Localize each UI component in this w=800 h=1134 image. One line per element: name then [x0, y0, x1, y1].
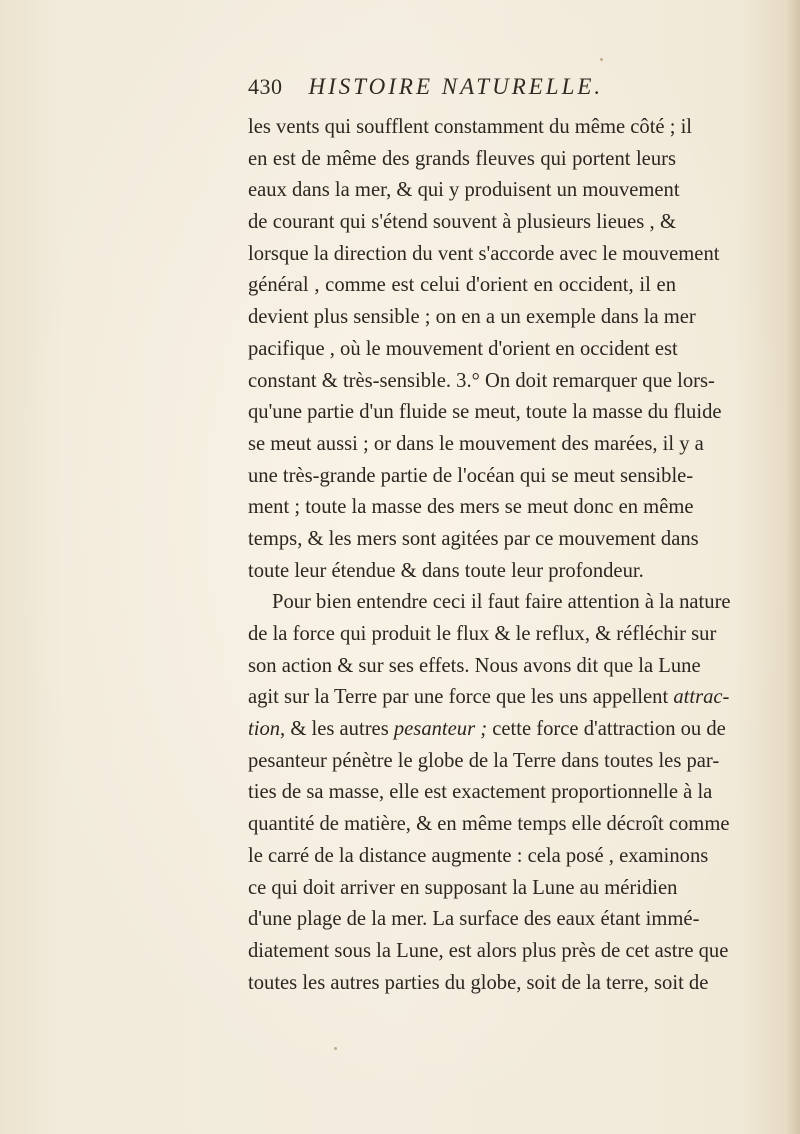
text-line: ties de sa masse, elle est exactement proportionnelle à la — [248, 781, 713, 804]
text-line: constant & très-sensible. 3.° On doit remarquer que lors- — [248, 369, 715, 392]
text-line: de la force qui produit le flux & le reflux, & réfléchir sur — [248, 623, 717, 645]
body-text — [248, 112, 731, 999]
text-line: en est de même des grands fleuves qui portent leurs — [248, 147, 676, 170]
text-line — [248, 682, 730, 714]
text-line: général , comme est celui d'orient en occident, il en — [248, 274, 676, 297]
text-line — [248, 714, 726, 746]
text-line: pesanteur pénètre le globe de la Terre dans toutes les par- — [248, 749, 720, 772]
text-line: toute leur étendue & dans toute leur profondeur. — [248, 559, 644, 582]
page-header — [248, 74, 608, 114]
text-line: pacifique , où le mouvement d'orient en occident est — [248, 337, 678, 360]
text-line: qu'une partie d'un fluide se meut, toute la masse du fluide — [248, 401, 722, 424]
text-line: diatement sous la Lune, est alors plus près de cet astre que — [248, 939, 729, 962]
paper-speck — [334, 1047, 337, 1050]
italic-term-tion: tion — [248, 718, 281, 741]
text-line: temps, & les mers sont agitées par ce mouvement dans — [248, 527, 699, 550]
text-line: le carré de la distance augmente : cela posé , examinons — [248, 844, 709, 867]
text-line-plain: agit sur la Terre par une force que les uns appellent — [248, 686, 669, 709]
italic-term-attraction: attrac- — [673, 686, 730, 709]
text-line: lorsque la direction du vent s'accorde avec le mouvement — [248, 242, 720, 265]
text-line: d'une plage de la mer. La surface des eaux étant immé- — [248, 908, 700, 931]
text-line: de courant qui s'étend souvent à plusieurs lieues , & — [248, 211, 676, 234]
italic-term-pesanteur: pesanteur ; — [393, 718, 488, 741]
text-line-plain: cette force d'attraction ou de — [492, 718, 726, 741]
text-line: se meut aussi ; or dans le mouvement des marées, il y a — [248, 432, 704, 455]
text-line: les vents qui soufflent constamment du même côté ; il — [248, 116, 693, 138]
text-line: une très-grande partie de l'océan qui se meut sensible- — [248, 464, 694, 487]
page-number: 430 — [248, 74, 283, 99]
text-line: Pour bien entendre ceci il faut faire attention à la nature — [272, 591, 731, 614]
text-line: eaux dans la mer, & qui y produisent un mouvement — [248, 179, 680, 202]
text-line: ce qui doit arriver en supposant la Lune au méridien — [248, 876, 678, 899]
text-line: son action & sur ses effets. Nous avons dit que la Lune — [248, 654, 701, 677]
text-line-plain: , & les autres — [280, 718, 389, 741]
text-line: ment ; toute la masse des mers se meut donc en même — [248, 496, 694, 519]
text-line: quantité de matière, & en même temps elle décroît comme — [248, 813, 730, 836]
running-title: HISTOIRE NATURELLE. — [308, 74, 604, 99]
paper-speck — [600, 58, 603, 61]
text-line: devient plus sensible ; on en a un exemple dans la mer — [248, 306, 696, 329]
page-edge-shadow — [786, 0, 800, 1134]
text-line: toutes les autres parties du globe, soit de la terre, soit de — [248, 971, 709, 994]
